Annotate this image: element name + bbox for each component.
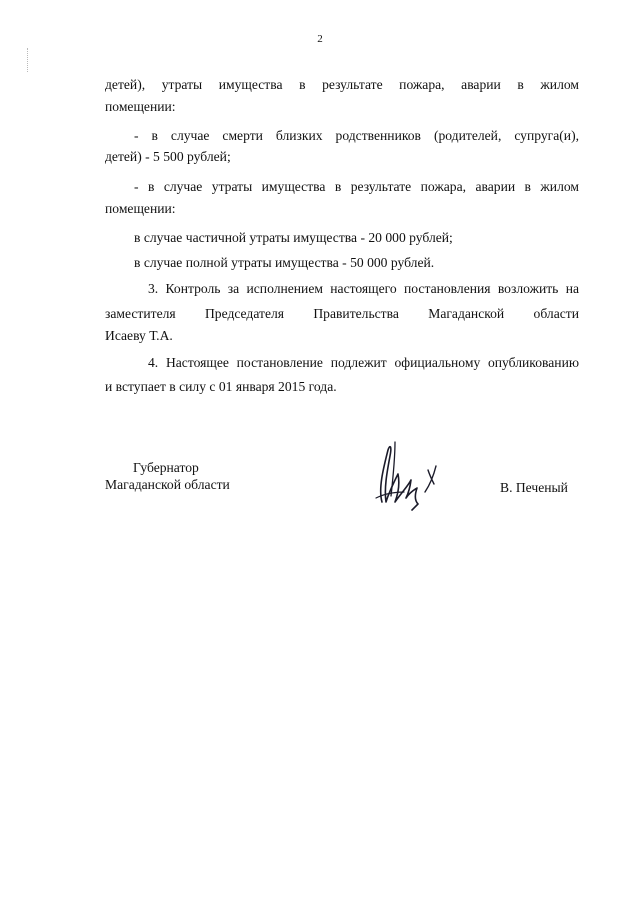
signatory-title-line-1: Губернатор — [133, 460, 199, 475]
paragraph-2-line-2: детей) - 5 500 рублей; — [105, 149, 231, 164]
paragraph-4: в случае частичной утраты имущества - 20 000 рублей; — [134, 230, 453, 245]
paragraph-7-line-2: и вступает в силу с 01 января 2015 года. — [105, 379, 337, 394]
handwritten-signature — [362, 436, 440, 514]
paragraph-3-line-1: - в случае утраты имущества в результате пожара, аварии в жилом — [134, 179, 579, 194]
paragraph-7-line-1: 4. Настоящее постановление подлежит официальному опубликованию — [148, 355, 579, 370]
signatory-title-line-2: Магаданской области — [105, 477, 230, 492]
page-number: 2 — [317, 33, 323, 45]
paragraph-6-line-1: 3. Контроль за исполнением настоящего постановления возложить на — [148, 281, 579, 296]
paragraph-3-line-2: помещении: — [105, 201, 176, 216]
paragraph-5: в случае полной утраты имущества - 50 000 рублей. — [134, 255, 435, 270]
paragraph-1-line-1: детей), утраты имущества в результате пожара, аварии в жилом — [105, 77, 579, 92]
signatory-name: В. Печеный — [500, 480, 568, 495]
margin-scan-mark — [27, 48, 30, 72]
paragraph-2-line-1: - в случае смерти близких родственников (родителей, супруга(и), — [134, 128, 579, 143]
paragraph-6-line-3: Исаеву Т.А. — [105, 328, 173, 343]
paragraph-6-line-2: заместителя Председателя Правительства Магаданской области — [105, 306, 579, 321]
paragraph-1-line-2: помещении: — [105, 99, 176, 114]
